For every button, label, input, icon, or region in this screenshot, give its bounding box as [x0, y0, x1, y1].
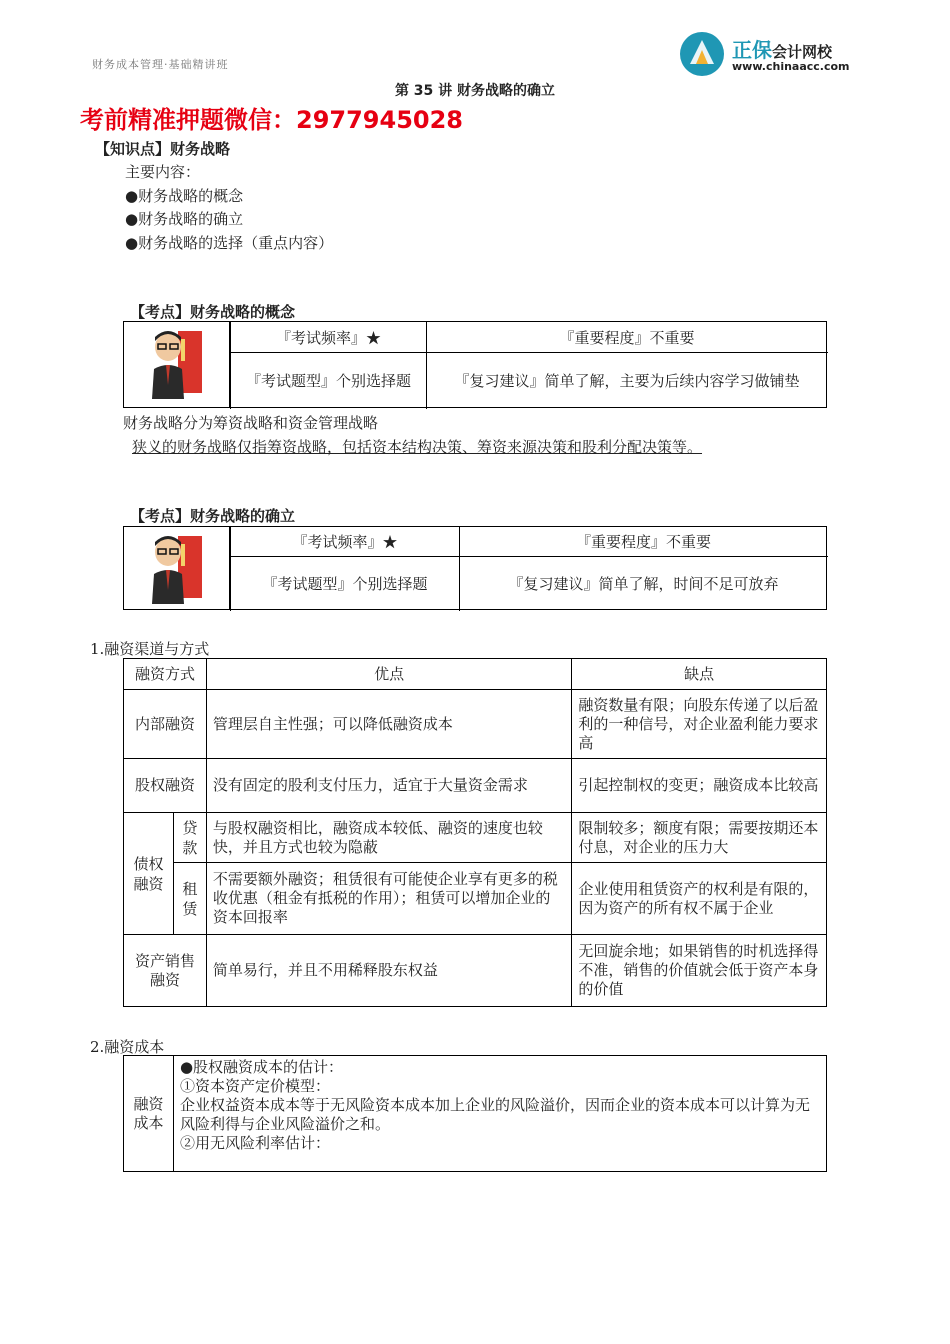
logo-brand-name [732, 34, 832, 63]
exam1-review-advice: 『复习建议』简单了解，主要为后续内容学习做铺垫 [454, 372, 800, 390]
logo-url: www.chinaacc.com [732, 60, 850, 73]
exam2-heading: 【考点】财务战略的确立 [130, 507, 296, 525]
lease-label: 租赁 [173, 863, 206, 935]
table-row [124, 813, 827, 863]
cost-line: ①资本资产定价模型： [179, 1077, 330, 1095]
exam1-question-type: 『考试题型』个别选择题 [245, 372, 411, 390]
table-header-row [124, 659, 827, 690]
loan-con: 限制较多；额度有限；需要按期还本付息，对企业的压力大 [572, 813, 827, 863]
exam2-teacher-avatar [124, 527, 230, 609]
lease-pro: 不需要额外融资；租赁很有可能使企业享有更多的税收优惠（租金有抵税的作用）；租赁可以增加企业的资本回报率 [206, 863, 571, 935]
section1-title: 1.融资渠道与方式 [90, 640, 210, 658]
exam2-review-advice: 『复习建议』简单了解，时间不足可放弃 [508, 575, 779, 593]
table-row [124, 863, 827, 935]
header-pros: 优点 [206, 659, 571, 690]
lease-con: 企业使用租赁资产的权利是有限的，因为资产的所有权不属于企业 [572, 863, 827, 935]
exam1-text-line: 财务战略分为筹资战略和资金管理战略 [123, 414, 379, 432]
table-row [124, 935, 827, 1007]
financing-cost-table [123, 1055, 827, 1172]
exam2-question-type: 『考试题型』个别选择题 [262, 575, 428, 593]
exam1-importance: 『重要程度』不重要 [559, 328, 695, 347]
internal-financing-label: 内部融资 [124, 690, 207, 759]
table-row [124, 1056, 827, 1172]
exam1-info-table [123, 321, 827, 408]
table-row [124, 759, 827, 813]
asset-sale-con: 无回旋余地；如果销售的时机选择得不准，销售的价值就会低于资产本身的价值 [572, 935, 827, 1007]
knowledge-item: ●财务战略的选择（重点内容） [125, 234, 334, 252]
internal-financing-con: 融资数量有限；向股东传递了以后盈利的一种信号，对企业盈利能力要求高 [572, 690, 827, 759]
loan-pro: 与股权融资相比，融资成本较低、融资的速度也较快，并且方式也较为隐蔽 [206, 813, 571, 863]
teacher-avatar-icon [148, 325, 208, 399]
asset-sale-financing-label: 资产销售融资 [124, 935, 207, 1007]
logo-brand-school: 会计网校 [772, 43, 833, 61]
exam1-text-underlined: 狭义的财务战略仅指筹资战略，包括资本结构决策、筹资来源决策和股利分配决策等。 [132, 438, 703, 456]
lecture-title: 第 35 讲 财务战略的确立 [394, 83, 556, 99]
header-cons: 缺点 [572, 659, 827, 690]
section2-title: 2.融资成本 [90, 1038, 165, 1056]
table-row [124, 690, 827, 759]
chinaacc-logo [680, 30, 880, 78]
exam1-frequency: 『考试频率』★ [275, 328, 381, 347]
teacher-avatar-icon [148, 530, 208, 604]
financing-cost-label: 融资成本 [124, 1056, 174, 1172]
knowledge-item: ●财务战略的确立 [125, 210, 244, 228]
loan-label: 贷款 [173, 813, 206, 863]
financing-cost-content [173, 1056, 826, 1172]
logo-emblem-icon [680, 32, 724, 76]
asset-sale-pro: 简单易行，并且不用稀释股东权益 [206, 935, 571, 1007]
knowledge-intro: 主要内容： [125, 163, 201, 181]
exam2-info-table [123, 526, 827, 610]
exam1-teacher-avatar [124, 322, 230, 407]
knowledge-item: ●财务战略的概念 [125, 187, 244, 205]
cost-line: ②用无风险利率估计： [179, 1134, 330, 1152]
exam1-heading: 【考点】财务战略的概念 [130, 303, 296, 321]
header-course-line: 财务成本管理·基础精讲班 [92, 58, 229, 71]
cost-line: 企业权益资本成本等于无风险资本成本加上企业的风险溢价，因而企业的资本成本可以计算为无风险利得与企业风险溢价之和。 [179, 1096, 810, 1133]
debt-financing-label: 债权融资 [124, 813, 174, 935]
exam2-importance: 『重要程度』不重要 [575, 533, 711, 551]
promo-banner: 考前精准押题微信：2977945028 [80, 106, 463, 134]
cost-line: ●股权融资成本的估计： [179, 1058, 344, 1076]
header-method: 融资方式 [124, 659, 207, 690]
equity-financing-con: 引起控制权的变更；融资成本比较高 [572, 759, 827, 813]
knowledge-heading: 【知识点】财务战略 [95, 140, 231, 158]
logo-brand-zhengbao: 正保 [732, 38, 772, 62]
equity-financing-label: 股权融资 [124, 759, 207, 813]
internal-financing-pro: 管理层自主性强；可以降低融资成本 [206, 690, 571, 759]
exam2-frequency: 『考试频率』★ [292, 533, 398, 551]
equity-financing-pro: 没有固定的股利支付压力，适宜于大量资金需求 [206, 759, 571, 813]
financing-methods-table [123, 658, 827, 1007]
